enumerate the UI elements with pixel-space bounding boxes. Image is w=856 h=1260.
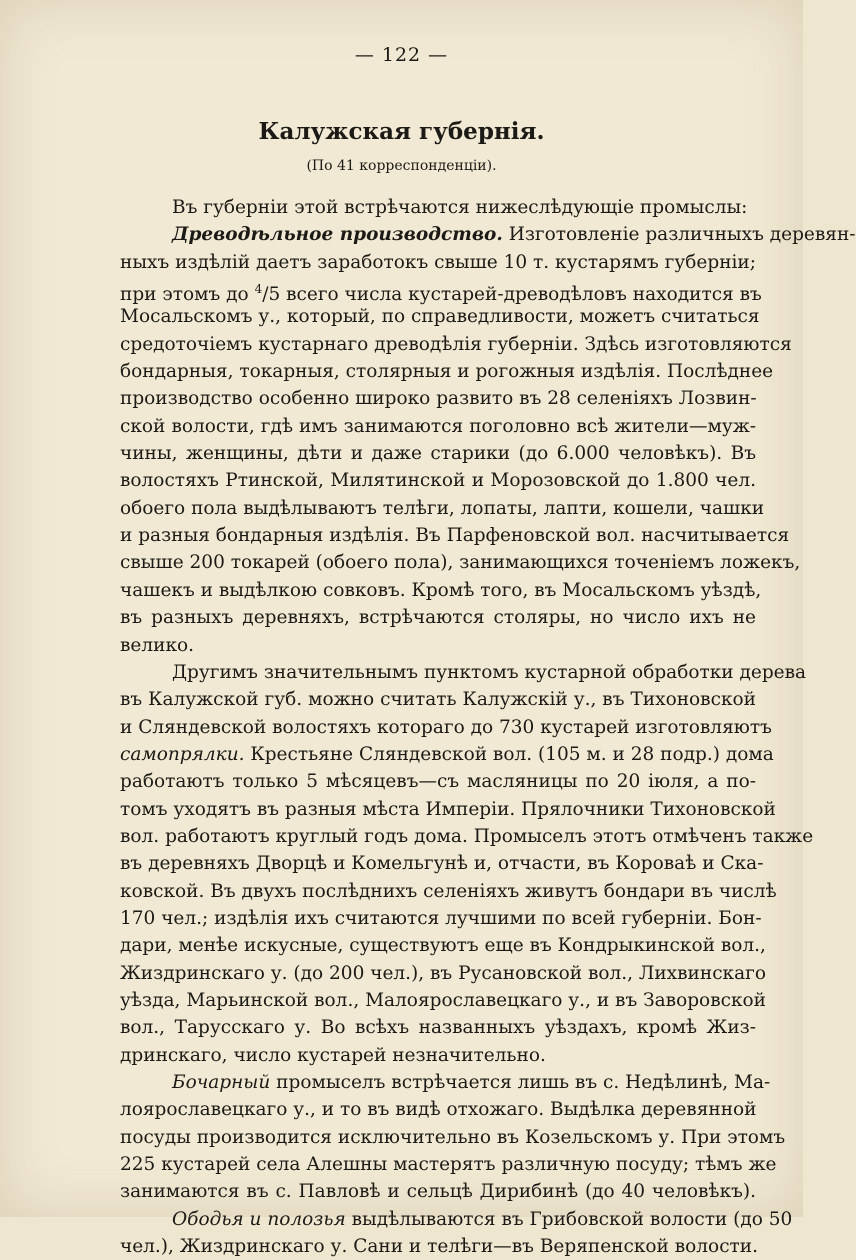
text-line (120, 1206, 793, 1233)
text-line (120, 1014, 756, 1041)
text-run: ныхъ издѣлій даетъ заработокъ свыше 10 т. кустарямъ губерніи; (120, 251, 756, 273)
text-line (120, 303, 760, 330)
text-run: бондарныя, токарныя, столярныя и рогожныя издѣлія. Послѣднее (120, 361, 774, 383)
text-line (120, 413, 756, 440)
text-run: томъ уходятъ въ разныя мѣста Имперіи. Прялочники Тихоновской (120, 798, 776, 820)
text-line (120, 194, 756, 221)
text-line (120, 659, 807, 686)
text-run: средоточіемъ кустарнаго древодѣлія губерніи. Здѣсь изготовляются (120, 333, 792, 355)
text-run: въ разныхъ деревняхъ, встрѣчаются столяры, но число ихъ не (120, 607, 756, 629)
emphasized-text: самопрялки. (120, 743, 245, 765)
text-run: посуды производится исключительно въ Козельскомъ у. При этомъ (120, 1126, 786, 1148)
text-run: вол. работаютъ круглый годъ дома. Промыселъ этотъ отмѣченъ также (120, 825, 814, 847)
text-line (120, 1233, 759, 1260)
body-text (120, 194, 856, 1260)
text-run: Другимъ значительнымъ пунктомъ кустарной обработки дерева (172, 661, 807, 683)
text-run: обоего пола выдѣлываютъ телѣги, лопаты, лапти, кошели, чашки (120, 497, 765, 519)
text-run: Изготовленіе различныхъ деревян- (502, 224, 856, 246)
text-line (120, 632, 756, 659)
text-line (120, 1124, 786, 1151)
text-run: 225 кустарей села Алешны мастерятъ различную посуду; тѣмъ же (120, 1154, 777, 1176)
text-line (120, 768, 756, 795)
section-subheading: (По 41 корреспонденціи). (306, 158, 497, 174)
emphasized-text: 4 (254, 282, 263, 297)
text-run: въ деревняхъ Дворцѣ и Комельгунѣ и, отчасти, въ Короваѣ и Ска- (120, 853, 764, 875)
text-run: занимаются въ с. Павловѣ и сельцѣ Дирибинѣ (до 40 человѣкъ). (120, 1181, 756, 1203)
text-run: чел.), Жиздринскаго у. Сани и телѣги—въ Веряпенской волости. (120, 1236, 759, 1258)
text-run: и Сляндевской волостяхъ котораго до 730 кустарей изготовляютъ (120, 716, 772, 738)
text-line (120, 987, 767, 1014)
text-line (120, 878, 777, 905)
text-line (120, 522, 790, 549)
text-line (120, 440, 756, 467)
text-run: производство особенно широко развито въ 28 селеніяхъ Лозвин- (120, 388, 757, 410)
text-line (120, 850, 764, 877)
text-line (120, 1151, 777, 1178)
text-line (120, 249, 756, 276)
text-run: велико. (120, 634, 195, 656)
text-run: волостяхъ Ртинской, Милятинской и Морозовской до 1.800 чел. (120, 470, 756, 492)
text-line (120, 331, 792, 358)
text-line (120, 276, 762, 306)
text-run: Мосальскомъ у., который, по справедливости, можетъ считаться (120, 306, 760, 328)
text-line (120, 823, 814, 850)
text-run: чашекъ и выдѣлкою совковъ. Кромѣ того, въ Мосальскомъ уѣздѣ, (120, 579, 762, 601)
text-run: дринскаго, число кустарей незначительно. (120, 1044, 546, 1066)
text-line (120, 577, 762, 604)
text-run: работаютъ только 5 мѣсяцевъ—съ масляницы по 20 іюля, а по- (120, 771, 756, 793)
text-line (120, 358, 774, 385)
text-run: промыселъ встрѣчается лишь въ с. Недѣлинѣ, Ма- (270, 1072, 771, 1093)
text-line (120, 549, 801, 576)
text-run: ковской. Въ двухъ послѣднихъ селеніяхъ живутъ бондари въ числѣ (120, 880, 777, 902)
text-run: чины, женщины, дѣти и даже старики (до 6.000 человѣкъ). Въ (120, 443, 756, 465)
text-line (120, 686, 756, 713)
text-run: въ Калужской губ. можно считать Калужскій у., въ Тихоновской (120, 689, 756, 711)
text-run: уѣзда, Марьинской вол., Малоярославецкаго у., и въ Заворовской (120, 989, 767, 1011)
text-line (120, 1178, 756, 1205)
text-line (120, 741, 774, 768)
text-run: /5 всего числа кустарей-древодѣловъ находится въ (262, 284, 762, 306)
text-run: при этомъ до (120, 284, 255, 306)
text-line (120, 467, 756, 494)
text-run: лоярославецкаго у., и то въ видѣ отхожаго. Выдѣлка деревянной (120, 1099, 757, 1121)
text-run: Крестьяне Сляндевской вол. (105 м. и 28 подр.) дома (244, 743, 774, 765)
page-number: — 122 — (354, 44, 449, 66)
text-line (120, 385, 756, 412)
emphasized-text: Древодѣльное производство. (172, 224, 503, 246)
text-run: Въ губерніи этой встрѣчаются нижеслѣдующіе промыслы: (172, 197, 748, 218)
text-line (120, 221, 856, 248)
text-line (120, 1096, 756, 1123)
text-line (120, 1069, 771, 1096)
emphasized-text: Бочарный (172, 1072, 271, 1093)
text-run: выдѣлываются въ Грибовской волости (до 50 (345, 1208, 793, 1230)
text-line (120, 604, 756, 631)
text-line (120, 960, 766, 987)
text-run: вол., Тарусскаго у. Во всѣхъ названныхъ уѣздахъ, кромѣ Жиз- (120, 1017, 756, 1039)
text-run: ской волости, гдѣ имъ занимаются поголовно всѣ жители—муж- (120, 415, 756, 437)
text-line (120, 796, 776, 823)
text-run: 170 чел.; издѣлія ихъ считаются лучшими по всей губерніи. Бон- (120, 907, 762, 929)
emphasized-text: Ободья и полозья (172, 1208, 346, 1230)
text-run: и разныя бондарныя издѣлія. Въ Парфеновской вол. насчитывается (120, 525, 790, 547)
text-run: Жиздринскаго у. (до 200 чел.), въ Русановской вол., Лихвинскаго (120, 962, 766, 984)
text-line (120, 932, 766, 959)
text-run: свыше 200 токарей (обоего пола), занимающихся точеніемъ ложекъ, (120, 552, 801, 574)
text-line (120, 714, 772, 741)
text-run: дари, менѣе искусные, существуютъ еще въ Кондрыкинской вол., (120, 935, 766, 957)
section-heading: Калужская губернія. (258, 118, 545, 145)
text-line (120, 495, 765, 522)
text-line (120, 905, 762, 932)
text-line (120, 1042, 756, 1069)
